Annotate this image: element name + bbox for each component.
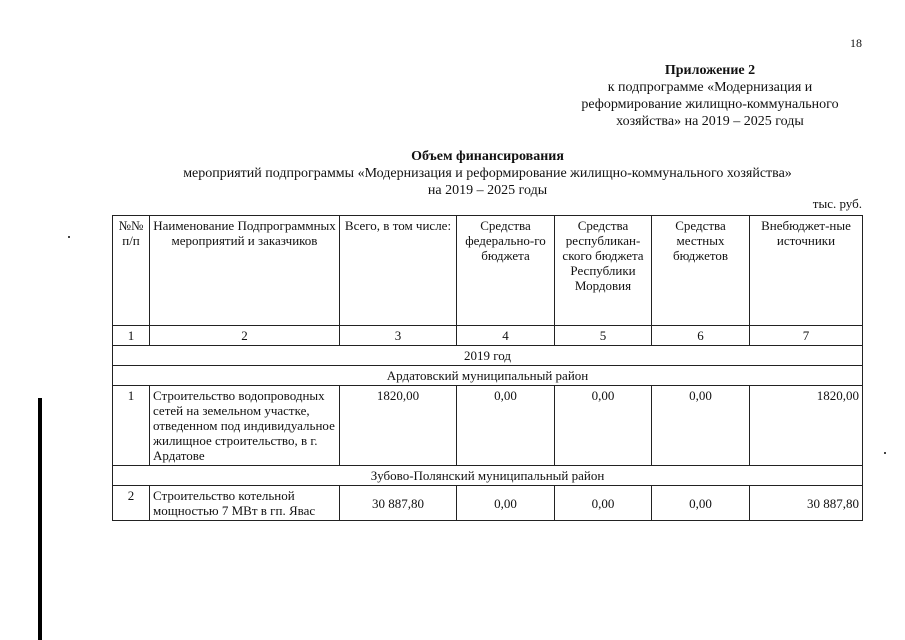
table-row [113, 486, 863, 521]
scan-edge-mark [38, 398, 42, 640]
header-cell-total: Всего, в том числе: [340, 216, 457, 326]
heading-title: Объем финансирования [411, 149, 564, 164]
row-local: 0,00 [652, 486, 750, 521]
district-row [113, 466, 863, 486]
row-extra: 1820,00 [750, 386, 863, 466]
row-federal: 0,00 [457, 486, 555, 521]
row-total: 1820,00 [340, 386, 457, 466]
financing-table [112, 215, 863, 521]
appendix-block [560, 62, 860, 130]
row-name: Строительство водопроводных сетей на земельном участке, отведенном под индивидуальное жилищное строительство, в г. Ардатове [150, 386, 340, 466]
row-republic: 0,00 [555, 486, 652, 521]
document-heading [120, 148, 855, 199]
row-extra: 30 887,80 [750, 486, 863, 521]
row-total: 30 887,80 [340, 486, 457, 521]
header-cell-republic: Средства республикан-ского бюджета Республики Мордовия [555, 216, 652, 326]
appendix-title: Приложение 2 [664, 63, 756, 78]
appendix-line: хозяйства» на 2019 – 2025 годы [616, 114, 804, 129]
table-row [113, 386, 863, 466]
row-federal: 0,00 [457, 386, 555, 466]
unit-label: тыс. руб. [812, 196, 862, 211]
appendix-line: к подпрограмме «Модернизация и [607, 80, 813, 95]
year-row [113, 346, 863, 366]
scan-speck [884, 452, 886, 454]
column-number: 1 [113, 326, 150, 346]
heading-period: на 2019 – 2025 годы [427, 183, 548, 198]
header-cell-federal: Средства федерально-го бюджета [457, 216, 555, 326]
row-local: 0,00 [652, 386, 750, 466]
row-name: Строительство котельной мощностью 7 МВт в гп. Явас [150, 486, 340, 521]
column-number: 4 [457, 326, 555, 346]
district-label: Ардатовский муниципальный район [113, 366, 863, 386]
page-number: 18 [850, 36, 862, 50]
header-cell-number: №№ п/п [113, 216, 150, 326]
row-number: 1 [113, 386, 150, 466]
column-number: 5 [555, 326, 652, 346]
column-number-row [113, 326, 863, 346]
table-header-row [113, 216, 863, 326]
year-label: 2019 год [113, 346, 863, 366]
column-number: 6 [652, 326, 750, 346]
column-number: 2 [150, 326, 340, 346]
scan-speck [68, 236, 70, 238]
district-row [113, 366, 863, 386]
appendix-line: реформирование жилищно-коммунального [581, 97, 839, 112]
column-number: 7 [750, 326, 863, 346]
row-republic: 0,00 [555, 386, 652, 466]
header-cell-local: Средства местных бюджетов [652, 216, 750, 326]
header-cell-name: Наименование Подпрограммных мероприятий и заказчиков [150, 216, 340, 326]
district-label: Зубово-Полянский муниципальный район [113, 466, 863, 486]
heading-subtitle: мероприятий подпрограммы «Модернизация и реформирование жилищно-коммунального хозяйства» [183, 166, 792, 181]
header-cell-extra: Внебюджет-ные источники [750, 216, 863, 326]
row-number: 2 [113, 486, 150, 521]
column-number: 3 [340, 326, 457, 346]
